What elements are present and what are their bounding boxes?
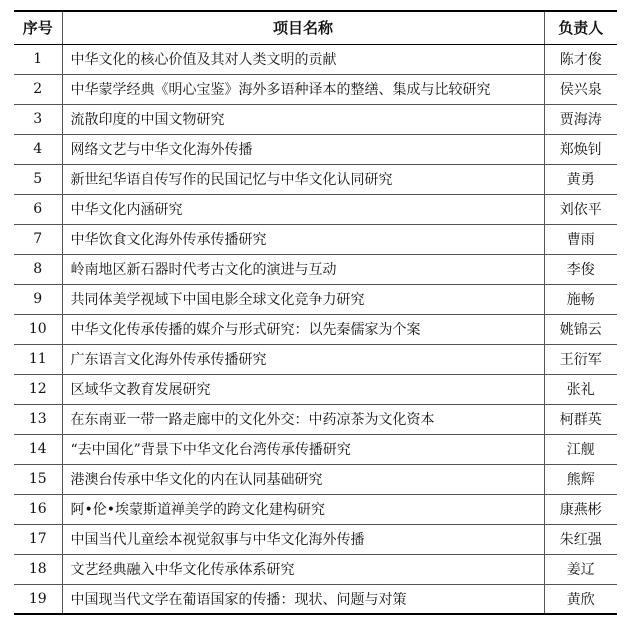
cell-project-name: 中华文化内涵研究: [62, 194, 544, 224]
table-row: [14, 104, 617, 134]
cell-serial-number: 8: [14, 254, 62, 284]
cell-leader: 侯兴泉: [544, 74, 617, 104]
cell-leader: 黄勇: [544, 164, 617, 194]
table-row: [14, 494, 617, 524]
cell-project-name: “去中国化”背景下中华文化台湾传承传播研究: [62, 434, 544, 464]
table-row: [14, 524, 617, 554]
project-table-container: [14, 10, 617, 615]
cell-serial-number: 17: [14, 524, 62, 554]
cell-leader: 郑焕钊: [544, 134, 617, 164]
cell-leader: 李俊: [544, 254, 617, 284]
table-row: [14, 584, 617, 614]
project-table: [14, 10, 617, 615]
table-row: [14, 284, 617, 314]
table-row: [14, 344, 617, 374]
cell-project-name: 新世纪华语自传写作的民国记忆与中华文化认同研究: [62, 164, 544, 194]
cell-project-name: 在东南亚一带一路走廊中的文化外交：中药凉茶为文化资本: [62, 404, 544, 434]
cell-serial-number: 19: [14, 584, 62, 614]
cell-project-name: 中华文化传承传播的媒介与形式研究：以先秦儒家为个案: [62, 314, 544, 344]
cell-leader: 曹雨: [544, 224, 617, 254]
cell-project-name: 中华饮食文化海外传承传播研究: [62, 224, 544, 254]
cell-project-name: 广东语言文化海外传承传播研究: [62, 344, 544, 374]
cell-leader: 施畅: [544, 284, 617, 314]
table-row: [14, 434, 617, 464]
table-row: [14, 554, 617, 584]
cell-serial-number: 14: [14, 434, 62, 464]
table-row: [14, 374, 617, 404]
cell-project-name: 文艺经典融入中华文化传承体系研究: [62, 554, 544, 584]
cell-leader: 刘依平: [544, 194, 617, 224]
table-row: [14, 164, 617, 194]
header-row: [14, 11, 617, 44]
table-row: [14, 134, 617, 164]
header-serial-number: 序号: [14, 11, 62, 44]
cell-leader: 柯群英: [544, 404, 617, 434]
cell-project-name: 岭南地区新石器时代考古文化的演进与互动: [62, 254, 544, 284]
cell-project-name: 共同体美学视域下中国电影全球文化竞争力研究: [62, 284, 544, 314]
table-row: [14, 314, 617, 344]
cell-leader: 江舰: [544, 434, 617, 464]
cell-serial-number: 9: [14, 284, 62, 314]
table-body: [14, 44, 617, 614]
header-leader: 负责人: [544, 11, 617, 44]
cell-serial-number: 5: [14, 164, 62, 194]
cell-leader: 黄欣: [544, 584, 617, 614]
cell-serial-number: 7: [14, 224, 62, 254]
cell-leader: 熊辉: [544, 464, 617, 494]
cell-serial-number: 11: [14, 344, 62, 374]
cell-leader: 陈才俊: [544, 44, 617, 74]
table-row: [14, 224, 617, 254]
cell-serial-number: 13: [14, 404, 62, 434]
table-row: [14, 194, 617, 224]
cell-project-name: 中华蒙学经典《明心宝鉴》海外多语种译本的整缮、集成与比较研究: [62, 74, 544, 104]
cell-project-name: 网络文艺与中华文化海外传播: [62, 134, 544, 164]
cell-project-name: 中华文化的核心价值及其对人类文明的贡献: [62, 44, 544, 74]
cell-leader: 朱红强: [544, 524, 617, 554]
table-header: [14, 11, 617, 44]
cell-project-name: 区域华文教育发展研究: [62, 374, 544, 404]
cell-serial-number: 1: [14, 44, 62, 74]
cell-project-name: 港澳台传承中华文化的内在认同基础研究: [62, 464, 544, 494]
cell-project-name: 流散印度的中国文物研究: [62, 104, 544, 134]
table-row: [14, 254, 617, 284]
table-row: [14, 74, 617, 104]
cell-serial-number: 16: [14, 494, 62, 524]
cell-serial-number: 18: [14, 554, 62, 584]
cell-serial-number: 10: [14, 314, 62, 344]
cell-leader: 康燕彬: [544, 494, 617, 524]
cell-project-name: 阿•伦•埃蒙斯道禅美学的跨文化建构研究: [62, 494, 544, 524]
cell-leader: 贾海涛: [544, 104, 617, 134]
table-row: [14, 464, 617, 494]
cell-project-name: 中国当代儿童绘本视觉叙事与中华文化海外传播: [62, 524, 544, 554]
cell-leader: 王衍军: [544, 344, 617, 374]
cell-serial-number: 6: [14, 194, 62, 224]
cell-serial-number: 3: [14, 104, 62, 134]
cell-leader: 姚锦云: [544, 314, 617, 344]
cell-serial-number: 4: [14, 134, 62, 164]
cell-serial-number: 12: [14, 374, 62, 404]
header-project-name: 项目名称: [62, 11, 544, 44]
cell-serial-number: 15: [14, 464, 62, 494]
table-row: [14, 44, 617, 74]
cell-project-name: 中国现当代文学在葡语国家的传播：现状、问题与对策: [62, 584, 544, 614]
table-row: [14, 404, 617, 434]
cell-leader: 张礼: [544, 374, 617, 404]
cell-leader: 姜辽: [544, 554, 617, 584]
cell-serial-number: 2: [14, 74, 62, 104]
